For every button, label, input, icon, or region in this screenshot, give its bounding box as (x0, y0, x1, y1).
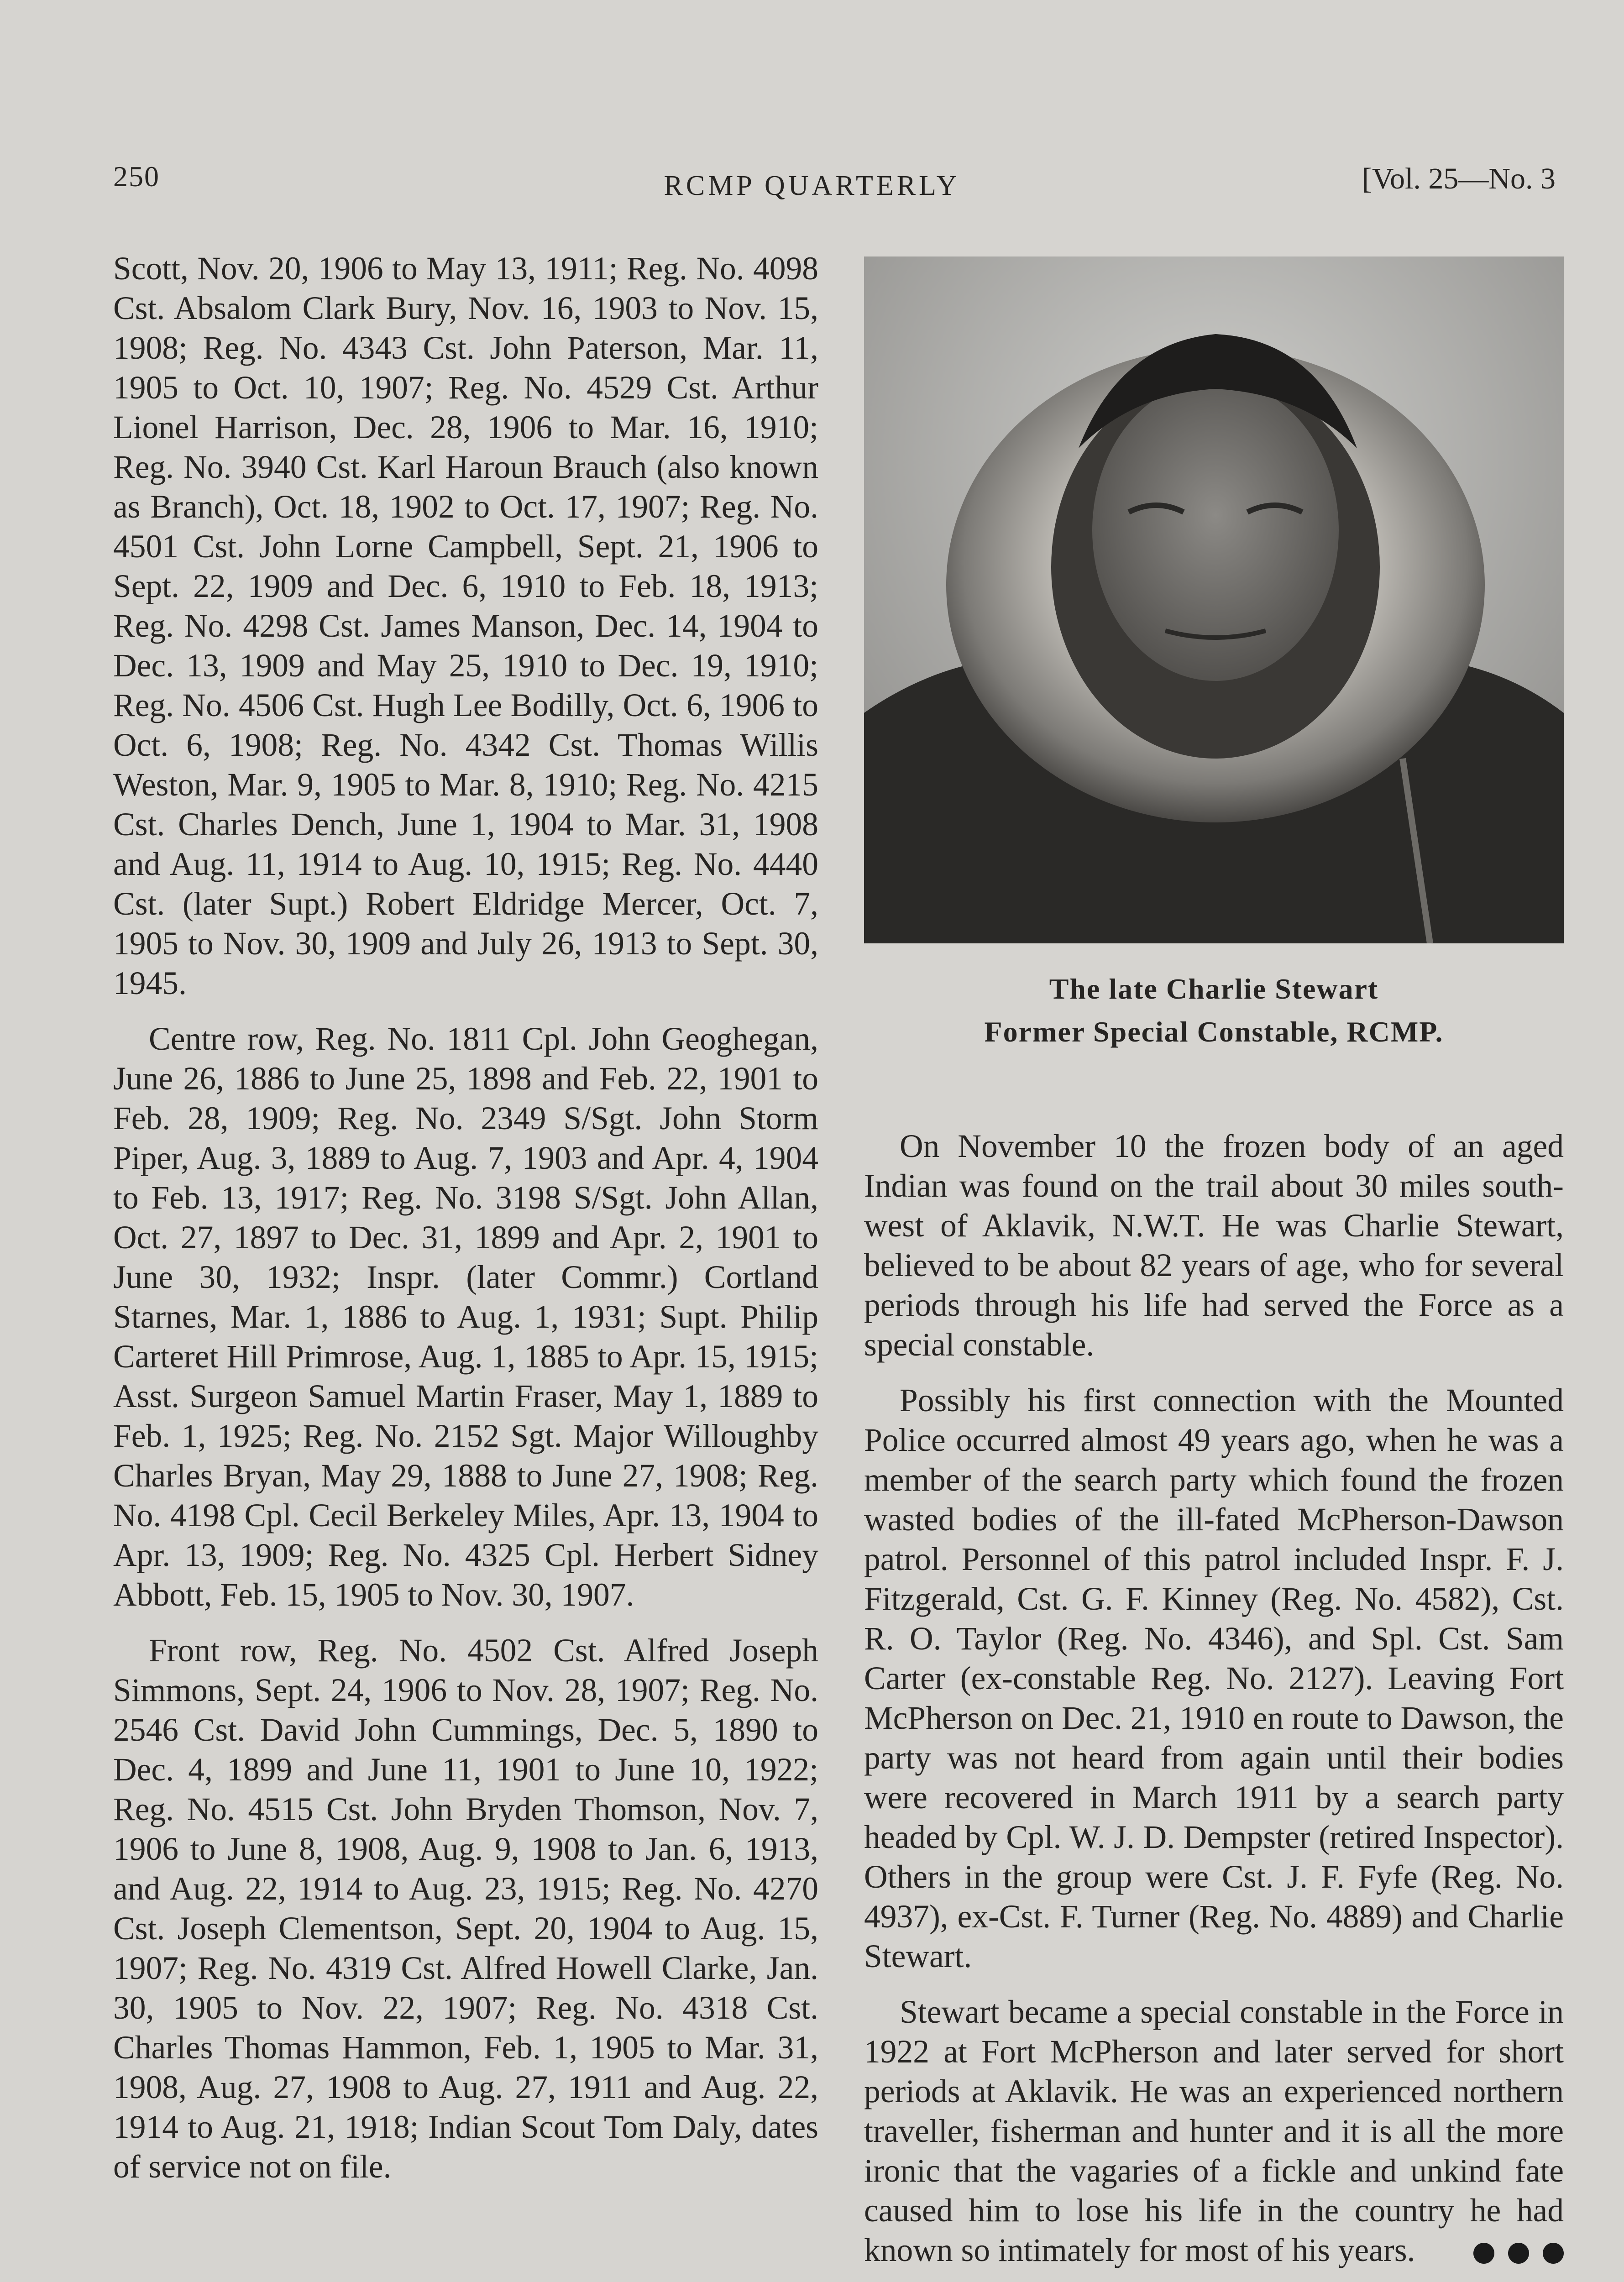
page-number: 250 (113, 160, 160, 193)
bullet-dot-icon (1543, 2243, 1564, 2264)
paragraph-centre-row: Centre row, Reg. No. 1811 Cpl. John Geoghegan, June 26, 1886 to June 25, 1898 and Feb. 22, 1901 to Feb. 28, 1909; Reg. No. 2349 S/Sgt. John Storm Piper, Aug. 3, 1889 to Aug. 7, 1903 and Apr. 4, 1904 to Feb. 13, 1917; Reg. No. 3198 S/Sgt. John Allan, Oct. 27, 1897 to Dec. 31, 1899 and Apr. 2, 1901 to June 30, 1932; Inspr. (later Commr.) Cortland Starnes, Mar. 1, 1886 to Aug. 1, 1931; Supt. Philip Carteret Hill Primrose, Aug. 1, 1885 to Apr. 15, 1915; Asst. Surgeon Samuel Martin Fraser, May 1, 1889 to Feb. 1, 1925; Reg. No. 2152 Sgt. Major Willoughby Charles Bryan, May 29, 1888 to June 27, 1908; Reg. No. 4198 Cpl. Cecil Berkeley Miles, Apr. 13, 1904 to Apr. 13, 1909; Reg. No. 4325 Cpl. Herbert Sidney Abbott, Feb. 15, 1905 to Nov. 30, 1907. (113, 1021, 818, 1613)
caption-line-name: The late Charlie Stewart (1049, 973, 1379, 1005)
paragraph-service (864, 1992, 1564, 2270)
caption-line-title: Former Special Constable, RCMP. (984, 1015, 1444, 1048)
journal-title: RCMP QUARTERLY (664, 170, 960, 201)
end-of-article-dots (1424, 2233, 1564, 2273)
left-column (113, 249, 818, 2203)
running-header (0, 155, 1624, 210)
bullet-dot-icon (1473, 2243, 1494, 2264)
paragraph-service-text: Stewart became a special constable in the Force in 1922 at Fort McPherson and later served for short periods at Aklavik. He was an experienced northern traveller, fisherman and hunter and it is all the more ironic that the vagaries of a fickle and unkind fate caused him to lose his life in the country he had known so intimately for most of his years. (864, 1994, 1564, 2268)
right-column (864, 1126, 1564, 2282)
bullet-dot-icon (1508, 2243, 1529, 2264)
paragraph-patrol-history: Possibly his first connection with the Mounted Police occurred almost 49 years ago, when he was a member of the search party which found the frozen wasted bodies of the ill-fated McPherson-Dawson patrol. Personnel of this patrol included Inspr. F. J. Fitzgerald, Cst. G. F. Kinney (Reg. No. 4582), Cst. R. O. Taylor (Reg. No. 4346), and Spl. Cst. Sam Carter (ex-constable Reg. No. 2127). Leaving Fort McPherson on Dec. 21, 1910 en route to Dawson, the party was not heard from again until their bodies were recovered in March 1911 by a search party headed by Cpl. W. J. D. Dempster (retired Inspector). Others in the group were Cst. J. F. Fyfe (Reg. No. 4937), ex-Cst. F. Turner (Reg. No. 4889) and Charlie Stewart. (864, 1382, 1564, 1974)
portrait-image (864, 256, 1564, 943)
paragraph-front-row: Front row, Reg. No. 4502 Cst. Alfred Joseph Simmons, Sept. 24, 1906 to Nov. 28, 1907; Reg. No. 2546 Cst. David John Cummings, Dec. 5, 1890 to Dec. 4, 1899 and June 11, 1901 to June 10, 1922; Reg. No. 4515 Cst. John Bryden Thomson, Nov. 7, 1906 to June 8, 1908, Aug. 9, 1908 to Jan. 6, 1913, and Aug. 22, 1914 to Aug. 23, 1915; Reg. No. 4270 Cst. Joseph Clementson, Sept. 20, 1904 to Aug. 15, 1907; Reg. No. 4319 Cst. Alfred Howell Clarke, Jan. 30, 1905 to Nov. 22, 1907; Reg. No. 4318 Cst. Charles Thomas Hammon, Feb. 1, 1905 to Mar. 31, 1908, Aug. 27, 1908 to Aug. 27, 1911 and Aug. 22, 1914 to Aug. 21, 1918; Indian Scout Tom Daly, dates of service not on file. (113, 1633, 818, 2185)
paragraph-body-found: On November 10 the frozen body of an aged Indian was found on the trail about 30 miles south-west of Aklavik, N.W.T. He was Charlie Stewart, believed to be about 82 years of age, who for several periods through his life had served the Force as a special constable. (864, 1128, 1564, 1363)
portrait-photo (864, 256, 1564, 943)
photo-caption (864, 968, 1564, 1053)
paragraph-back-row-continued: Scott, Nov. 20, 1906 to May 13, 1911; Reg. No. 4098 Cst. Absalom Clark Bury, Nov. 16, 1903 to Nov. 15, 1908; Reg. No. 4343 Cst. John Paterson, Mar. 11, 1905 to Oct. 10, 1907; Reg. No. 4529 Cst. Arthur Lionel Harrison, Dec. 28, 1906 to Mar. 16, 1910; Reg. No. 3940 Cst. Karl Haroun Brauch (also known as Branch), Oct. 18, 1902 to Oct. 17, 1907; Reg. No. 4501 Cst. John Lorne Campbell, Sept. 21, 1906 to Sept. 22, 1909 and Dec. 6, 1910 to Feb. 18, 1913; Reg. No. 4298 Cst. James Manson, Dec. 14, 1904 to Dec. 13, 1909 and May 25, 1910 to Dec. 19, 1910; Reg. No. 4506 Cst. Hugh Lee Bodilly, Oct. 6, 1906 to Oct. 6, 1908; Reg. No. 4342 Cst. Thomas Willis Weston, Mar. 9, 1905 to Mar. 8, 1910; Reg. No. 4215 Cst. Charles Dench, June 1, 1904 to Mar. 31, 1908 and Aug. 11, 1914 to Aug. 10, 1915; Reg. No. 4440 Cst. (later Supt.) Robert Eldridge Mercer, Oct. 7, 1905 to Nov. 30, 1909 and July 26, 1913 to Sept. 30, 1945. (113, 251, 818, 1001)
issue-reference: [Vol. 25—No. 3 (1362, 162, 1556, 195)
